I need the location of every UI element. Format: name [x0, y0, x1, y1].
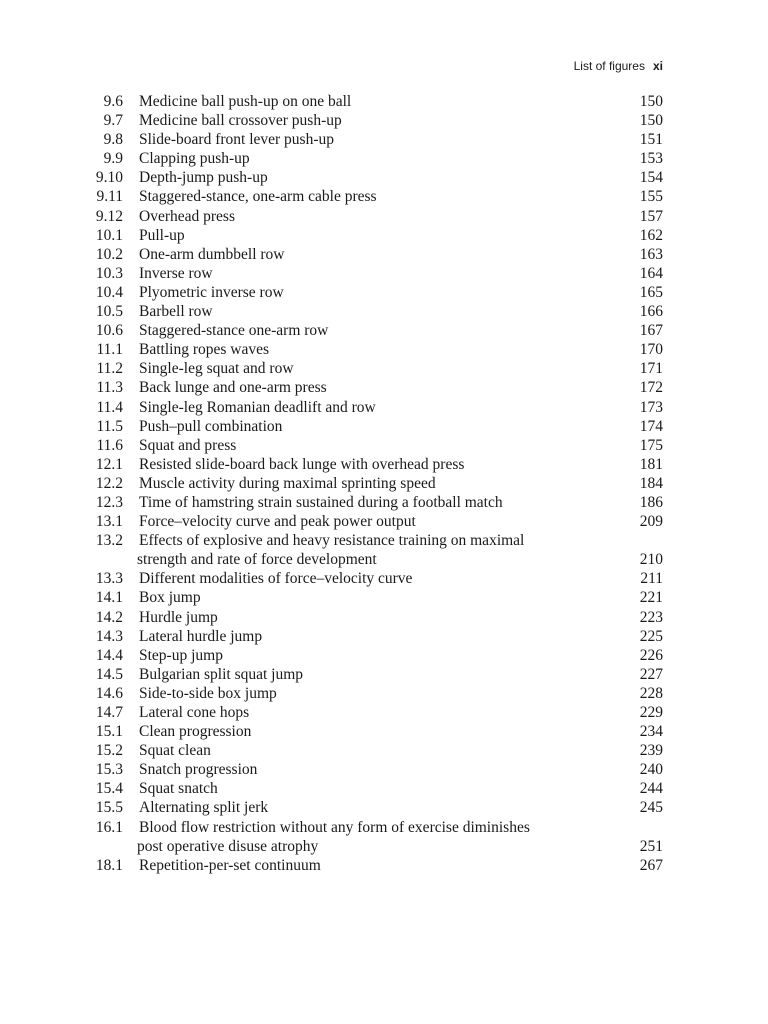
figure-entry	[0, 665, 768, 684]
figure-title-line: Side-to-side box jump	[139, 684, 277, 702]
figure-entry	[0, 588, 768, 607]
figure-title-line: Medicine ball push-up on one ball	[139, 93, 352, 110]
figure-number: 9.9	[103, 150, 123, 168]
figure-entry	[0, 207, 768, 226]
figure-title-line: strength and rate of force development	[137, 551, 377, 569]
figure-entry	[0, 684, 768, 703]
figure-title-line: Overhead press	[139, 207, 235, 225]
figure-number: 15.5	[95, 799, 123, 817]
list-of-figures	[0, 92, 768, 875]
figure-number: 14.5	[95, 665, 123, 683]
page-number: 151	[639, 131, 663, 149]
figure-title	[139, 283, 599, 302]
figure-title-line: Clean progression	[139, 723, 252, 741]
page-number: 164	[639, 264, 663, 282]
page-number: 221	[639, 589, 663, 607]
figure-number: 15.3	[95, 761, 123, 779]
figure-title	[139, 340, 599, 359]
figure-title	[139, 264, 599, 283]
figure-entry	[0, 856, 768, 875]
figure-entry	[0, 283, 768, 302]
figure-entry	[0, 187, 768, 206]
figure-entry	[0, 627, 768, 646]
figure-entry	[0, 111, 768, 130]
page-number: 240	[639, 761, 663, 779]
figure-number: 18.1	[95, 856, 123, 874]
figure-entry	[0, 398, 768, 417]
figure-title	[139, 149, 599, 168]
figure-title-line: Step-up jump	[139, 646, 223, 664]
page-number: 209	[639, 513, 663, 531]
figure-entry	[0, 168, 768, 187]
figure-title-line: Lateral cone hops	[139, 704, 250, 721]
figure-title	[139, 741, 599, 760]
page-number: 154	[639, 169, 663, 187]
figure-entry	[0, 741, 768, 760]
figure-title	[139, 398, 599, 417]
figure-title	[139, 455, 599, 474]
figure-number: 10.6	[95, 322, 123, 340]
figure-entry	[0, 512, 768, 531]
figure-title	[139, 588, 599, 607]
figure-number: 13.3	[95, 570, 123, 588]
figure-title	[139, 684, 599, 703]
page-number: 267	[639, 856, 663, 874]
figure-number: 9.12	[95, 207, 123, 225]
figure-number: 11.4	[96, 398, 123, 416]
figure-entry	[0, 818, 768, 856]
figure-entry	[0, 245, 768, 264]
page-number: 210	[639, 551, 663, 569]
figure-number: 14.6	[95, 684, 123, 702]
figure-title-line: Back lunge and one-arm press	[139, 379, 327, 397]
figure-title-line: Resisted slide-board back lunge with overhead press	[139, 455, 465, 473]
figure-title	[139, 321, 599, 340]
figure-title	[139, 512, 599, 531]
figure-number: 13.2	[95, 532, 123, 550]
figure-entry	[0, 226, 768, 245]
figure-entry	[0, 493, 768, 512]
figure-title-line: Battling ropes waves	[139, 341, 270, 359]
figure-entry	[0, 798, 768, 817]
figure-title-line: Single-leg squat and row	[139, 360, 294, 378]
figure-entry	[0, 722, 768, 741]
figure-title	[139, 226, 599, 245]
figure-title	[139, 92, 599, 111]
figure-title	[139, 111, 599, 130]
page-number: 170	[639, 341, 663, 359]
figure-title	[139, 627, 599, 646]
figure-title-line: Effects of explosive and heavy resistance training on maximal	[139, 532, 525, 550]
figure-title-line: Plyometric inverse row	[139, 283, 284, 301]
page-folio: xi	[652, 59, 663, 73]
figure-entry	[0, 436, 768, 455]
figure-entry	[0, 92, 768, 111]
figure-number: 11.2	[96, 360, 123, 378]
figure-number: 16.1	[95, 818, 123, 836]
figure-number: 14.7	[95, 704, 123, 721]
figure-title-line: Squat and press	[139, 436, 237, 454]
figure-number: 9.10	[95, 169, 123, 187]
figure-number: 11.5	[96, 417, 123, 435]
figure-number: 12.1	[95, 455, 123, 473]
figure-number: 15.1	[95, 723, 123, 741]
figure-title	[139, 608, 599, 627]
figure-title-line: Blood flow restriction without any form of exercise diminishes	[139, 818, 530, 836]
figure-number: 10.2	[95, 245, 123, 263]
figure-title	[139, 245, 599, 264]
figure-title	[139, 130, 599, 149]
page-number: 181	[639, 455, 663, 473]
figure-title-line: Squat clean	[139, 742, 211, 760]
figure-title	[139, 359, 599, 378]
figure-title	[139, 493, 599, 512]
figure-number: 12.2	[95, 474, 123, 492]
page-number: 150	[639, 112, 663, 130]
page-number: 234	[639, 723, 663, 741]
figure-title	[139, 302, 599, 321]
figure-title-line: Staggered-stance, one-arm cable press	[139, 188, 377, 206]
figure-entry	[0, 455, 768, 474]
page-number: 173	[639, 398, 663, 416]
page-number: 211	[640, 570, 663, 588]
figure-title	[139, 187, 599, 206]
figure-title	[139, 417, 599, 436]
figure-title-line: Repetition-per-set continuum	[139, 856, 321, 874]
page-number: 155	[639, 188, 663, 206]
figure-number: 13.1	[95, 513, 123, 531]
figure-number: 15.4	[95, 780, 123, 798]
figure-title	[139, 474, 599, 493]
figure-title	[139, 207, 599, 226]
figure-entry	[0, 779, 768, 798]
figure-number: 11.3	[96, 379, 123, 397]
figure-title	[139, 665, 599, 684]
figure-title-line: Staggered-stance one-arm row	[139, 322, 329, 340]
figure-title	[139, 436, 599, 455]
page-number: 229	[639, 704, 663, 721]
figure-number: 14.1	[95, 589, 123, 607]
page-number: 184	[639, 474, 663, 492]
figure-title-line: Bulgarian split squat jump	[139, 665, 304, 683]
figure-entry	[0, 264, 768, 283]
figure-title	[139, 168, 599, 187]
page-number: 251	[639, 837, 663, 855]
figure-entry	[0, 321, 768, 340]
figure-title-line: Muscle activity during maximal sprinting speed	[139, 474, 436, 492]
figure-number: 10.5	[95, 303, 123, 321]
figure-title-line: Pull-up	[139, 226, 185, 244]
figure-title-line: Clapping push-up	[139, 150, 250, 168]
page-number: 186	[639, 493, 663, 511]
page-number: 166	[639, 303, 663, 321]
figure-title-line: Barbell row	[139, 303, 213, 321]
page-number: 174	[639, 417, 663, 435]
figure-number: 10.1	[95, 226, 123, 244]
page-number: 167	[639, 322, 663, 340]
figure-entry	[0, 378, 768, 397]
page-number: 172	[639, 379, 663, 397]
figure-title	[139, 722, 599, 741]
figure-number: 14.2	[95, 608, 123, 626]
figure-entry	[0, 302, 768, 321]
figure-entry	[0, 703, 768, 722]
figure-number: 15.2	[95, 742, 123, 760]
page-number: 239	[639, 742, 663, 760]
page-number: 227	[639, 665, 663, 683]
page-number: 162	[639, 226, 663, 244]
figure-number: 14.3	[95, 627, 123, 645]
page-number: 157	[639, 207, 663, 225]
figure-entry	[0, 359, 768, 378]
figure-entry	[0, 474, 768, 493]
figure-title-line: Alternating split jerk	[139, 799, 269, 817]
figure-number: 11.6	[96, 436, 123, 454]
figure-number: 9.6	[103, 93, 123, 110]
section-title: List of figures	[573, 59, 645, 73]
figure-title-line: Inverse row	[139, 264, 213, 282]
page-number: 245	[639, 799, 663, 817]
figure-entry	[0, 531, 768, 569]
figure-title	[139, 646, 599, 665]
figure-title-line: Squat snatch	[139, 780, 218, 798]
figure-title-line: Single-leg Romanian deadlift and row	[139, 398, 376, 416]
figure-entry	[0, 340, 768, 359]
figure-title-line: post operative disuse atrophy	[137, 837, 319, 855]
figure-title-line: Depth-jump push-up	[139, 169, 268, 187]
figure-title	[139, 818, 599, 856]
figure-title	[139, 703, 599, 722]
figure-title-line: Box jump	[139, 589, 201, 607]
page-number: 175	[639, 436, 663, 454]
figure-entry	[0, 149, 768, 168]
page-number: 165	[639, 283, 663, 301]
figure-title	[139, 856, 599, 875]
figure-title-line: Time of hamstring strain sustained during a football match	[139, 493, 503, 511]
page-number: 153	[639, 150, 663, 168]
figure-number: 11.1	[96, 341, 123, 359]
page-number: 225	[639, 627, 663, 645]
figure-title-line: Push–pull combination	[139, 417, 283, 435]
figure-number: 10.4	[95, 283, 123, 301]
figure-number: 9.11	[96, 188, 123, 206]
figure-title-line: One-arm dumbbell row	[139, 245, 285, 263]
figure-title	[139, 378, 599, 397]
figure-title	[139, 531, 599, 569]
figure-title-line: Snatch progression	[139, 761, 258, 779]
figure-title	[139, 760, 599, 779]
page-number: 226	[639, 646, 663, 664]
figure-entry	[0, 760, 768, 779]
figure-entry	[0, 569, 768, 588]
running-head	[574, 58, 663, 74]
figure-title-line: Medicine ball crossover push-up	[139, 112, 342, 130]
page-number: 228	[639, 684, 663, 702]
figure-number: 9.8	[103, 131, 123, 149]
figure-entry	[0, 646, 768, 665]
figure-title	[139, 779, 599, 798]
page-number: 163	[639, 245, 663, 263]
page-number: 244	[639, 780, 663, 798]
page-number: 171	[639, 360, 663, 378]
figure-title-line: Hurdle jump	[139, 608, 218, 626]
figure-entry	[0, 417, 768, 436]
figure-entry	[0, 130, 768, 149]
figure-title	[139, 569, 599, 588]
figure-entry	[0, 608, 768, 627]
figure-title	[139, 798, 599, 817]
figure-number: 10.3	[95, 264, 123, 282]
figure-title-line: Lateral hurdle jump	[139, 627, 263, 645]
figure-title-line: Slide-board front lever push-up	[139, 131, 334, 149]
page-number: 223	[639, 608, 663, 626]
figure-number: 9.7	[103, 112, 123, 130]
figure-number: 12.3	[95, 493, 123, 511]
figure-title-line: Different modalities of force–velocity curve	[139, 570, 413, 588]
figure-number: 14.4	[95, 646, 123, 664]
page-number: 150	[639, 93, 663, 110]
figure-title-line: Force–velocity curve and peak power output	[139, 513, 416, 531]
